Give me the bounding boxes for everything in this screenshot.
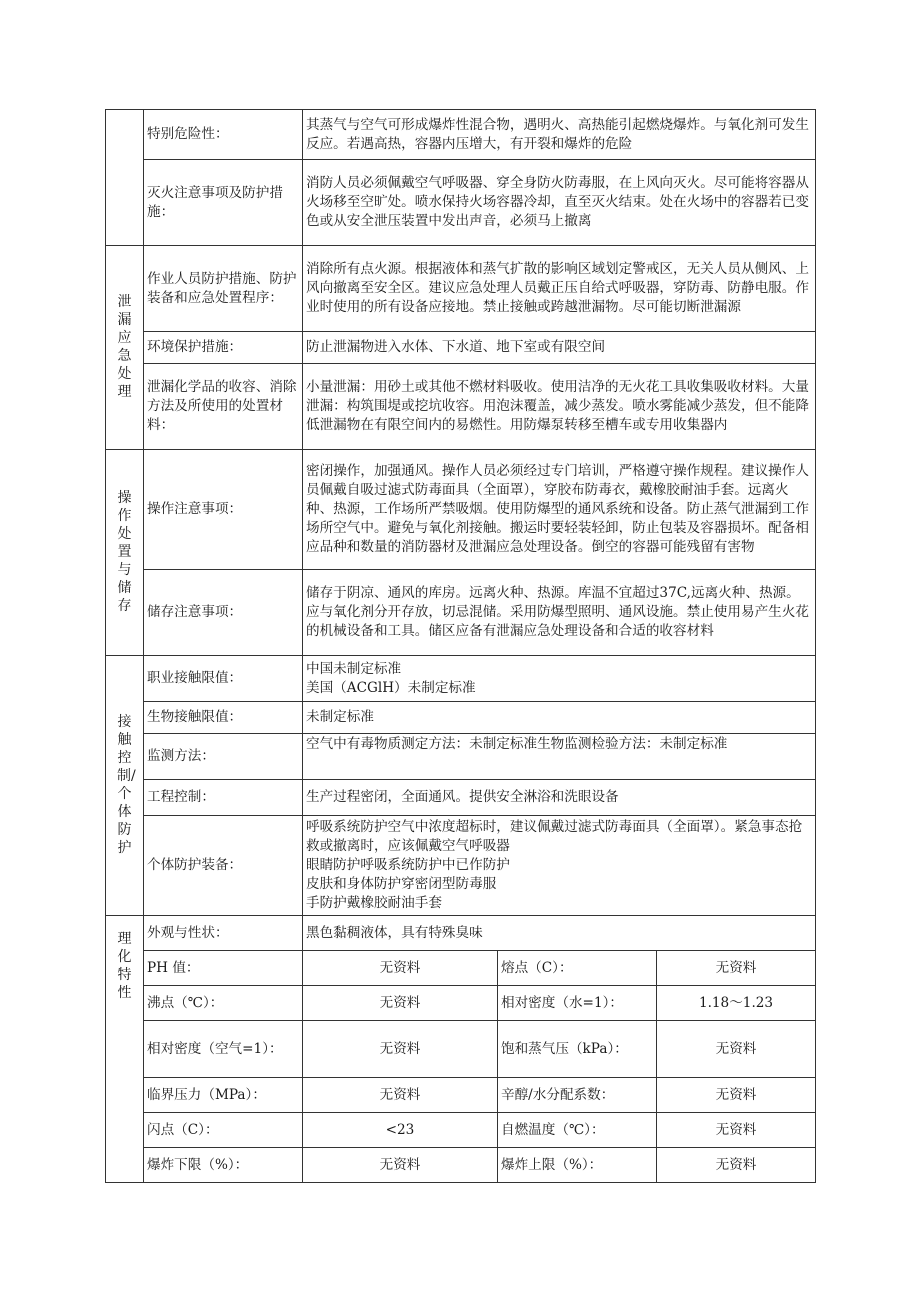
biological-label: 生物接触限值：: [144, 702, 303, 734]
section-handling-title: 操作处置与储存: [117, 490, 132, 614]
section-fire-continued: [106, 110, 144, 246]
property-value: 无资料: [303, 1078, 498, 1113]
row-engineering: [106, 780, 816, 816]
property-label: 相对密度（水=1）：: [498, 986, 657, 1021]
row-appearance: [106, 916, 816, 951]
property-value: 无资料: [303, 1148, 498, 1183]
row-storage: [106, 570, 816, 656]
special-hazard-text: 其蒸气与空气可形成爆炸性混合物，遇明火、高热能引起燃烧爆炸。与氧化剂可发生反应。若遇高热，容器内压增大，有开裂和爆炸的危险: [303, 110, 816, 160]
monitoring-label: 监测方法：: [144, 734, 303, 780]
section-leak: [106, 246, 144, 450]
firefighting-label: 灭火注意事项及防护措施：: [144, 160, 303, 246]
monitoring-text: 空气中有毒物质测定方法：未制定标准生物监测检验方法：未制定标准: [303, 734, 816, 780]
property-value: 无资料: [657, 1078, 816, 1113]
row-personnel-protection: [106, 246, 816, 332]
property-value: 无资料: [657, 1021, 816, 1078]
property-value: 无资料: [303, 1021, 498, 1078]
appearance-label: 外观与性状：: [144, 916, 303, 951]
property-label: 辛醇/水分配系数：: [498, 1078, 657, 1113]
property-row: [106, 1078, 816, 1113]
property-value: 无资料: [657, 1113, 816, 1148]
property-label: 熔点（C）：: [498, 951, 657, 986]
storage-label: 储存注意事项：: [144, 570, 303, 656]
cleanup-label: 泄漏化学品的收容、消除方法及所使用的处置材料：: [144, 364, 303, 450]
storage-text: 储存于阴凉、通风的库房。远离火种、热源。库温不宜超过37C,远离火种、热源。应与氧化剂分开存放，切忌混储。采用防爆型照明、通风设施。禁止使用易产生火花的机械设备和工具。储区应备有泄漏应急处理设备和合适的收容材料: [303, 570, 816, 656]
cleanup-text: 小量泄漏：用砂土或其他不燃材料吸收。使用洁净的无火花工具收集吸收材料。大量泄漏：构筑围堤或挖坑收容。用泡沫覆盖，减少蒸发。喷水雾能减少蒸发，但不能降低泄漏物在有限空间内的易燃性。用防爆泵转移至槽车或专用收集器内: [303, 364, 816, 450]
row-biological-limit: [106, 702, 816, 734]
occupational-label: 职业接触限值：: [144, 656, 303, 702]
occupational-line: 中国未制定标准: [306, 660, 402, 677]
operation-text: 密闭操作，加强通风。操作人员必须经过专门培训，严格遵守操作规程。建议操作人员佩戴自吸过滤式防毒面具（全面罩），穿胶布防毒衣，戴橡胶耐油手套。远离火种、热源，工作场所严禁吸烟。使用防爆型的通风系统和设备。防止蒸气泄漏到工作场所空气中。避免与氧化剂接触。搬运时要轻装轻卸，防止包装及容器损坏。配备相应品种和数量的消防器材及泄漏应急处理设备。倒空的容器可能残留有害物: [303, 450, 816, 570]
ppe-line: 眼睛防护呼吸系统防护中已作防护: [306, 857, 510, 873]
property-label: 饱和蒸气压（kPa）：: [498, 1021, 657, 1078]
property-label: 闪点（C）：: [144, 1113, 303, 1148]
property-row: [106, 951, 816, 986]
property-label: 相对密度（空气=1）：: [144, 1021, 303, 1078]
ppe-line: 皮肤和身体防护穿密闭型防毒服: [306, 876, 497, 892]
biological-text: 未制定标准: [303, 702, 816, 734]
row-environment: [106, 332, 816, 364]
engineering-text: 生产过程密闭，全面通风。提供安全淋浴和洗眼设备: [303, 780, 816, 816]
row-monitoring: [106, 734, 816, 780]
section-handling: [106, 450, 144, 656]
property-value: 无资料: [303, 951, 498, 986]
occupational-line: 美国（ACGlH）未制定标准: [306, 679, 476, 696]
property-row: [106, 1113, 816, 1148]
appearance-text: 黑色黏稠液体，具有特殊臭味: [303, 916, 816, 951]
environment-text: 防止泄漏物进入水体、下水道、地下室或有限空间: [303, 332, 816, 364]
section-exposure: [106, 656, 144, 916]
section-exposure-title: 接触控制/个体防护: [117, 714, 136, 856]
firefighting-text: 消防人员必须佩戴空气呼吸器、穿全身防火防毒服，在上风向灭火。尽可能将容器从火场移至空旷处。喷水保持火场容器冷却，直至灭火结束。处在火场中的容器若已变色或从安全泄压装置中发出声音，必须马上撤离: [303, 160, 816, 246]
row-cleanup: [106, 364, 816, 450]
ppe-line: 呼吸系统防护空气中浓度超标时，建议佩戴过滤式防毒面具（全面罩）。紧急事态抢救或撤离时，应该佩戴空气呼吸器: [306, 819, 803, 854]
section-leak-title: 泄漏应急处理: [117, 294, 132, 400]
property-label: 爆炸上限（%）：: [498, 1148, 657, 1183]
row-occupational-limit: [106, 656, 816, 702]
personnel-text: 消除所有点火源。根据液体和蒸气扩散的影响区域划定警戒区，无关人员从侧风、上风向撤离至安全区。建议应急处理人员戴正压自给式呼吸器，穿防毒、防静电服。作业时使用的所有设备应接地。禁止接触或跨越泄漏物。尽可能切断泄漏源: [303, 246, 816, 332]
property-value: 无资料: [657, 1148, 816, 1183]
property-label: 沸点（℃）：: [144, 986, 303, 1021]
ppe-line: 手防护戴橡胶耐油手套: [306, 895, 442, 911]
property-label: 爆炸下限（%）：: [144, 1148, 303, 1183]
row-firefighting: [106, 160, 816, 246]
operation-label: 操作注意事项：: [144, 450, 303, 570]
ppe-label: 个体防护装备：: [144, 816, 303, 916]
row-special-hazard: [106, 110, 816, 160]
ppe-text: [303, 816, 816, 916]
msds-table: [105, 109, 816, 1183]
property-label: PH 值：: [144, 951, 303, 986]
section-physical-title: 理化特性: [117, 931, 132, 1001]
occupational-text: [303, 656, 816, 702]
row-ppe: [106, 816, 816, 916]
property-value: 无资料: [657, 951, 816, 986]
engineering-label: 工程控制：: [144, 780, 303, 816]
personnel-label: 作业人员防护措施、防护装备和应急处置程序：: [144, 246, 303, 332]
row-operation: [106, 450, 816, 570]
property-row: [106, 986, 816, 1021]
property-label: 自燃温度（℃）：: [498, 1113, 657, 1148]
property-label: 临界压力（MPa）：: [144, 1078, 303, 1113]
property-value: 1.18～1.23: [657, 986, 816, 1021]
property-value: <23: [303, 1113, 498, 1148]
special-hazard-label: 特别危险性：: [144, 110, 303, 160]
property-row: [106, 1148, 816, 1183]
property-row: [106, 1021, 816, 1078]
environment-label: 环境保护措施：: [144, 332, 303, 364]
property-value: 无资料: [303, 986, 498, 1021]
section-physical: [106, 916, 144, 1183]
